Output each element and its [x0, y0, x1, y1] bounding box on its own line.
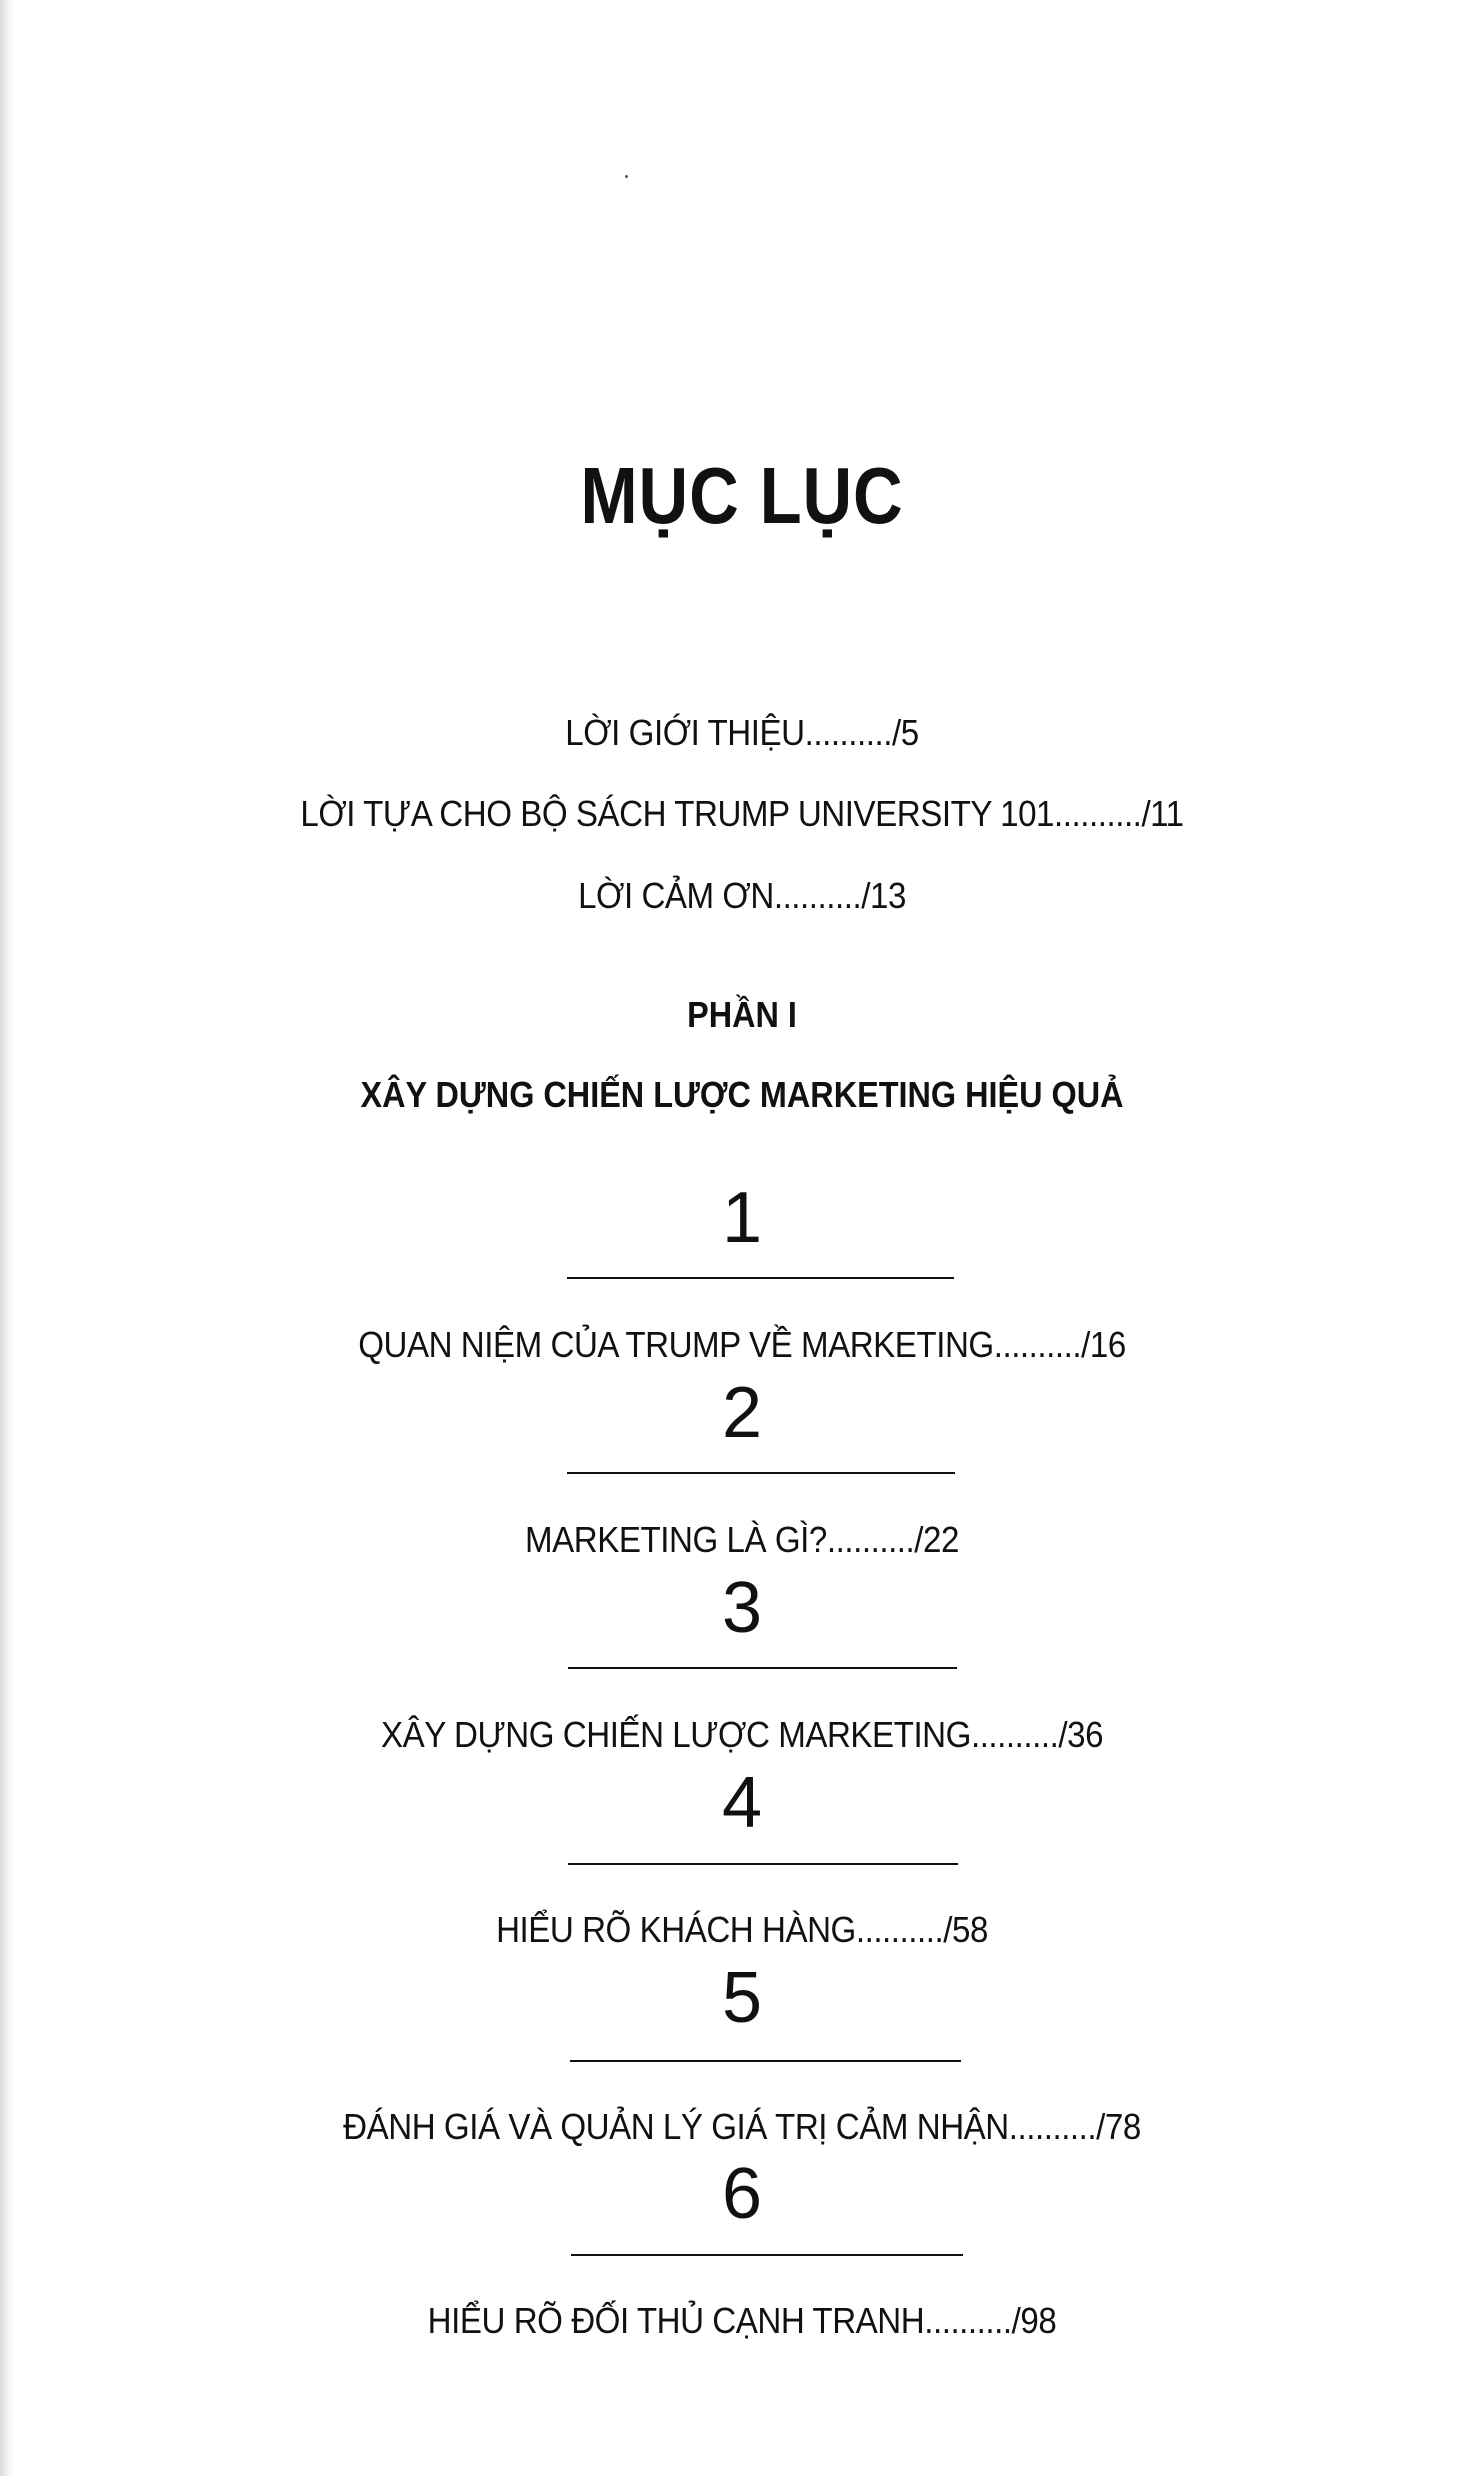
toc-entry-leader: .......... — [993, 1324, 1082, 1365]
toc-entry-page: /5 — [892, 712, 919, 753]
toc-entry-page: /16 — [1081, 1324, 1126, 1365]
toc-entry-leader: .......... — [1008, 2106, 1097, 2147]
toc-entry-title: LỜI TỰA CHO BỘ SÁCH TRUMP UNIVERSITY 101 — [300, 793, 1055, 834]
toc-entry-page: /13 — [861, 875, 906, 916]
chapter-number: 6 — [721, 2154, 763, 2234]
chapter-divider — [571, 2254, 963, 2256]
toc-entry-title: QUAN NIỆM CỦA TRUMP VỀ MARKETING — [358, 1324, 994, 1365]
chapter-number: 5 — [721, 1958, 763, 2038]
toc-entry-leader: .......... — [855, 1909, 944, 1950]
page-title: MỤC LỤC — [580, 451, 904, 540]
part-label: PHẦN I — [687, 994, 797, 1035]
toc-entry-title: HIỂU RÕ ĐỐI THỦ CẠNH TRANH — [427, 2300, 925, 2341]
chapter-divider — [570, 2060, 961, 2062]
toc-entry-title: MARKETING LÀ GÌ? — [525, 1519, 827, 1560]
toc-entry-page: /78 — [1096, 2106, 1141, 2147]
toc-entry-leader: .......... — [1054, 793, 1142, 834]
toc-entry-chapter-3[interactable] — [59, 1714, 1424, 1756]
toc-entry-chapter-6[interactable] — [59, 2300, 1424, 2342]
toc-entry-preface[interactable] — [59, 793, 1424, 835]
paper-speck — [625, 175, 628, 178]
chapter-number: 2 — [721, 1373, 763, 1453]
toc-entry-page: /58 — [943, 1909, 988, 1950]
chapter-divider — [567, 1277, 954, 1279]
chapter-divider — [567, 1472, 955, 1474]
toc-entry-leader: .......... — [804, 712, 893, 753]
toc-entry-page: /98 — [1011, 2300, 1057, 2341]
toc-entry-chapter-4[interactable] — [59, 1909, 1424, 1951]
chapter-divider — [568, 1863, 958, 1865]
toc-entry-acknowledgements[interactable] — [59, 875, 1424, 917]
toc-entry-chapter-2[interactable] — [59, 1519, 1424, 1561]
toc-entry-leader: .......... — [826, 1519, 915, 1560]
toc-entry-chapter-1[interactable] — [59, 1324, 1424, 1366]
toc-entry-title: LỜI CẢM ƠN — [578, 875, 774, 916]
chapter-number: 4 — [721, 1763, 763, 1843]
chapter-number: 1 — [721, 1178, 763, 1258]
toc-entry-title: HIỂU RÕ KHÁCH HÀNG — [496, 1909, 856, 1950]
toc-entry-foreword[interactable] — [59, 712, 1424, 754]
chapter-divider — [568, 1667, 957, 1669]
toc-entry-title: ĐÁNH GIÁ VÀ QUẢN LÝ GIÁ TRỊ CẢM NHẬN — [343, 2106, 1009, 2147]
toc-entry-title: LỜI GIỚI THIỆU — [565, 712, 805, 753]
toc-entry-title: XÂY DỰNG CHIẾN LƯỢC MARKETING — [380, 1714, 971, 1755]
toc-entry-page: /22 — [914, 1519, 959, 1560]
toc-entry-leader: .......... — [924, 2300, 1012, 2341]
chapter-number: 3 — [721, 1568, 763, 1648]
toc-entry-page: /11 — [1141, 793, 1184, 834]
toc-entry-leader: .......... — [773, 875, 862, 916]
toc-entry-leader: .......... — [970, 1714, 1059, 1755]
toc-entry-chapter-5[interactable] — [59, 2106, 1424, 2148]
part-title: XÂY DỰNG CHIẾN LƯỢC MARKETING HIỆU QUẢ — [360, 1074, 1124, 1115]
toc-entry-page: /36 — [1058, 1714, 1104, 1755]
